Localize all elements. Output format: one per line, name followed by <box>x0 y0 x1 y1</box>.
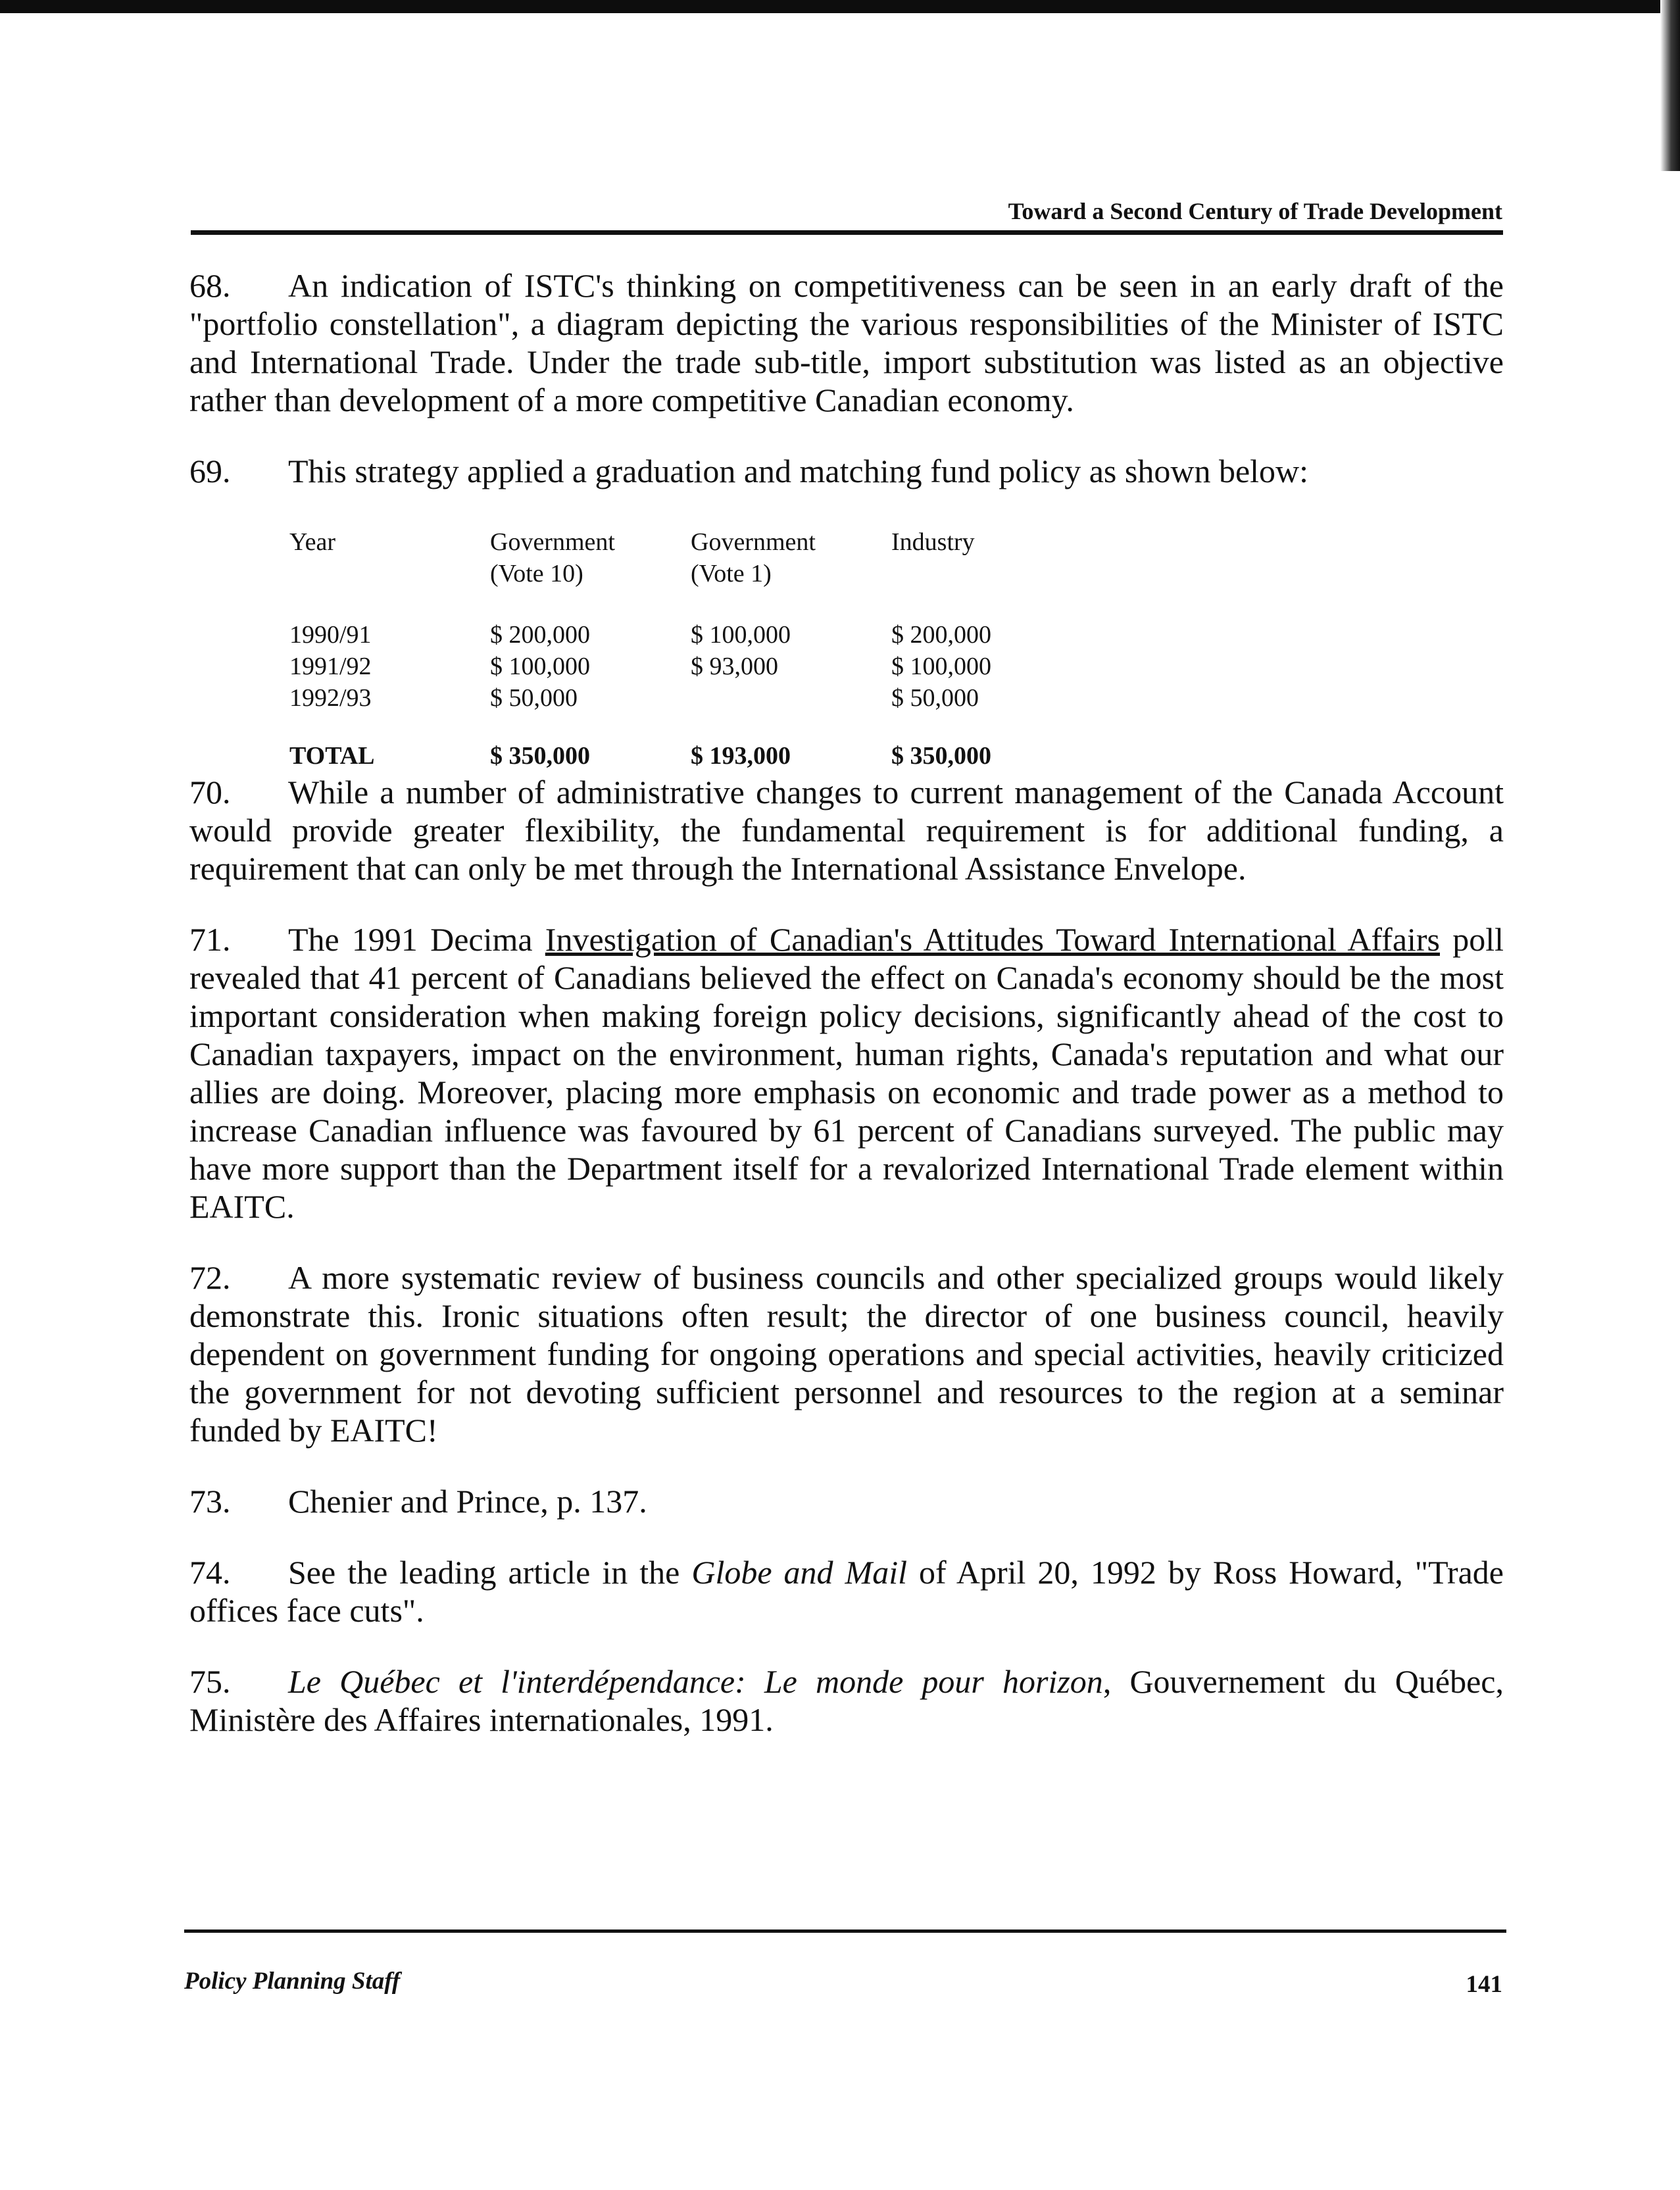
note-text: This strategy applied a graduation and matching fund policy as shown below: <box>288 453 1309 489</box>
cell-vote1: $ 100,000 <box>691 621 791 649</box>
header-vote10 <box>490 526 691 589</box>
note-number: 74. <box>189 1554 231 1591</box>
cell-vote10: $ 50,000 <box>490 684 578 712</box>
header-text: Government <box>490 528 615 556</box>
header-rule <box>191 230 1503 235</box>
footer-rule <box>184 1929 1506 1933</box>
table-spacer <box>289 589 1036 619</box>
note-text-pre: The 1991 Decima <box>288 921 545 958</box>
header-text: Government <box>691 528 816 556</box>
header-subtext: (Vote 1) <box>691 560 772 587</box>
table-row <box>289 651 1036 682</box>
cell-vote10: $ 100,000 <box>490 653 590 680</box>
note-text-pre: See the leading article in the <box>288 1554 692 1591</box>
total-label: TOTAL <box>289 742 375 770</box>
note-number: 68. <box>189 267 231 304</box>
note-number: 73. <box>189 1483 231 1520</box>
header-industry: Industry <box>891 528 975 556</box>
newspaper-title: Globe and Mail <box>691 1554 907 1591</box>
note-number: 75. <box>189 1663 231 1700</box>
table-row <box>289 619 1036 651</box>
header-vote1 <box>691 526 891 589</box>
note-74 <box>189 1553 1504 1630</box>
cell-year: 1990/91 <box>289 621 372 649</box>
page-number: 141 <box>1466 1971 1502 1998</box>
total-vote10: $ 350,000 <box>490 742 590 770</box>
publication-title: Le Québec et l'interdépendance: Le monde pour horizon <box>288 1663 1103 1700</box>
note-number: 69. <box>189 453 231 489</box>
note-text: An indication of ISTC's thinking on competitiveness can be seen in an early draft of the "portfolio constellation", a diagram depicting the various responsibilities of the Minister of ISTC and International Trade. Under the trade sub-title, import substitution was listed as an objective rather than development of a more competitive Canadian economy. <box>189 267 1504 418</box>
note-71 <box>189 920 1504 1226</box>
table-total-row <box>289 740 1036 772</box>
header-subtext: (Vote 10) <box>490 560 583 587</box>
footer-label: Policy Planning Staff <box>184 1968 401 1995</box>
total-vote1: $ 193,000 <box>691 742 791 770</box>
note-text: While a number of administrative changes to current management of the Canada Account would provide greater flexibility, the fundamental requirement is for additional funding, a requirement that can only be met through the International Assistance Envelope. <box>189 774 1504 887</box>
cell-vote10: $ 200,000 <box>490 621 590 649</box>
note-68 <box>189 266 1504 419</box>
cell-vote1: $ 93,000 <box>691 653 778 680</box>
note-69 <box>189 452 1504 490</box>
cell-vote1 <box>691 682 891 714</box>
matching-fund-table <box>289 526 1036 772</box>
notes-body <box>189 266 1504 1772</box>
note-text: Chenier and Prince, p. 137. <box>288 1483 647 1520</box>
note-text-post: poll revealed that 41 percent of Canadians believed the effect on Canada's economy should be the most important consideration when making foreign policy decisions, significantly ahead of the cost to Canadian taxpayers, impact on the environment, human rights, Canada's reputation and what our allies are doing. Moreover, placing more emphasis on economic and trade power as a method to increase Canadian influence was favoured by 61 percent of Canadians surveyed. The public may have more support than the Department itself for a revalorized International Trade element within EAITC. <box>189 921 1504 1225</box>
note-75 <box>189 1662 1504 1739</box>
note-70 <box>189 773 1504 887</box>
table-row <box>289 682 1036 714</box>
note-number: 71. <box>189 921 231 958</box>
cell-year: 1992/93 <box>289 684 372 712</box>
total-industry: $ 350,000 <box>891 742 991 770</box>
table-header-row <box>289 526 1036 589</box>
cell-industry: $ 50,000 <box>891 684 979 712</box>
note-number: 72. <box>189 1259 231 1296</box>
cell-industry: $ 200,000 <box>891 621 991 649</box>
note-73 <box>189 1482 1504 1520</box>
note-text-post: of April 20, 1992 by Ross Howard, "Trade offices face cuts". <box>189 1554 1504 1629</box>
scan-right-edge <box>1660 0 1680 171</box>
running-header: Toward a Second Century of Trade Development <box>1008 198 1502 224</box>
note-number: 70. <box>189 774 231 810</box>
note-72 <box>189 1258 1504 1449</box>
poll-title: Investigation of Canadian's Attitudes Toward International Affairs <box>545 921 1441 958</box>
note-text-post: , Gouvernement du Québec, Ministère des Affaires internationales, 1991. <box>189 1663 1504 1738</box>
table-spacer <box>289 714 1036 740</box>
cell-industry: $ 100,000 <box>891 653 991 680</box>
cell-year: 1991/92 <box>289 653 372 680</box>
header-year: Year <box>289 528 336 556</box>
note-text: A more systematic review of business councils and other specialized groups would likely demonstrate this. Ironic situations often result; the director of one business council, heavily dependent on government funding for ongoing operations and special activities, heavily criticized the government for not devoting sufficient personnel and resources to the region at a seminar funded by EAITC! <box>189 1259 1504 1449</box>
scan-top-edge <box>0 0 1680 13</box>
